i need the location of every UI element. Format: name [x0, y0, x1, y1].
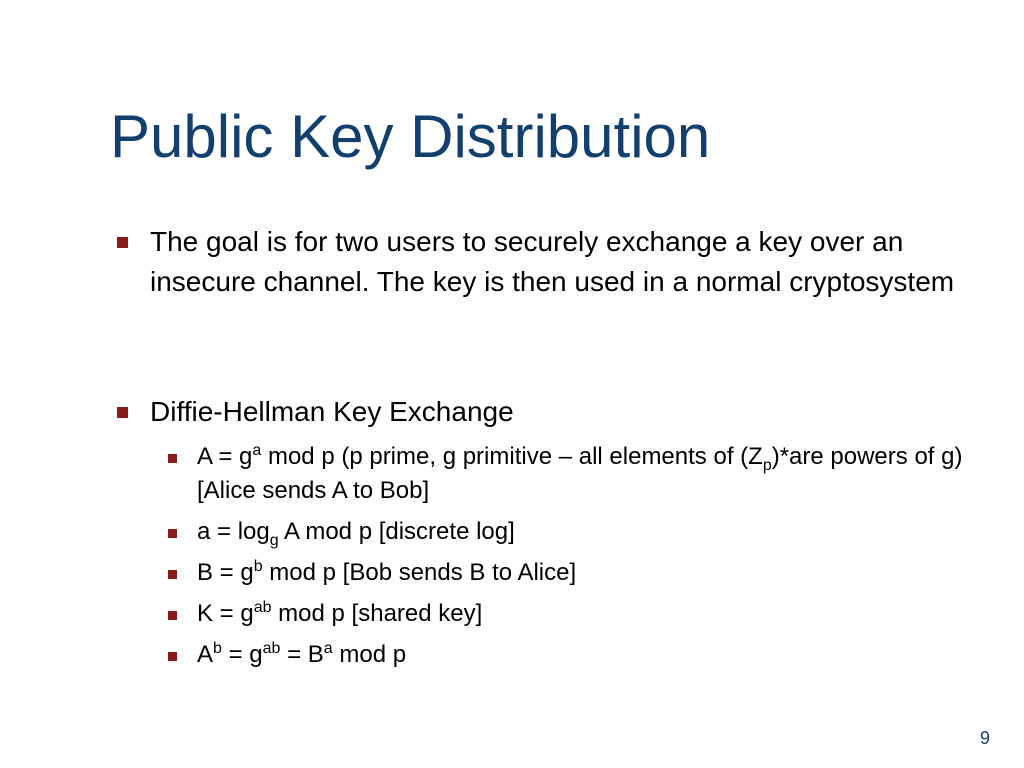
- sub-bullet-shared-key: [197, 597, 977, 631]
- sub-bullet-square-icon: [168, 454, 177, 463]
- sub-bullet-square-icon: [168, 570, 177, 579]
- sub-bullet-square-icon: [168, 611, 177, 620]
- slide-title: Public Key Distribution: [110, 103, 711, 170]
- bullet-text: The goal is for two users to securely exchange a key over an insecure channel. The key is then used in a normal cryptosystem: [150, 226, 955, 297]
- superscript: a: [252, 442, 262, 459]
- superscript: b: [253, 558, 263, 575]
- formula-text: mod p [shared key]: [271, 600, 483, 627]
- formula-text: mod p: [332, 641, 407, 668]
- superscript: a: [323, 640, 333, 657]
- formula-text: A mod p [discrete log]: [278, 518, 515, 545]
- sub-bullet-public-value-a: [197, 440, 977, 508]
- bullet-text: Diffie-Hellman Key Exchange: [150, 396, 514, 427]
- sub-bullet-discrete-log: [197, 515, 977, 549]
- bullet-diffie-hellman: [150, 392, 970, 432]
- formula-text: = B: [280, 641, 324, 668]
- page-number: 9: [979, 728, 990, 748]
- formula-text: K = g: [197, 600, 254, 627]
- sub-bullet-square-icon: [168, 529, 177, 538]
- subscript: p: [762, 457, 772, 474]
- bullet-square-icon: [117, 237, 128, 248]
- superscript: ab: [253, 599, 272, 616]
- sub-bullet-key-equality: [197, 638, 977, 672]
- formula-text: B = g: [197, 559, 254, 586]
- formula-text: mod p (p prime, g primitive – all elements of (Z: [261, 443, 763, 470]
- formula-text: mod p [Bob sends B to Alice]: [262, 559, 577, 586]
- subscript: g: [269, 532, 279, 549]
- bullet-goal: [150, 222, 970, 302]
- formula-text: = g: [221, 641, 263, 668]
- bullet-square-icon: [117, 407, 128, 418]
- superscript: b: [213, 640, 222, 657]
- sub-bullet-square-icon: [168, 652, 177, 661]
- superscript: ab: [262, 640, 281, 657]
- sub-bullet-public-value-b: [197, 556, 977, 590]
- formula-text: A = g: [197, 443, 253, 470]
- formula-text: A: [197, 641, 214, 668]
- formula-text: a = log: [197, 518, 270, 545]
- formula-text: )*are powers of g) [Alice sends A to Bob]: [197, 443, 963, 504]
